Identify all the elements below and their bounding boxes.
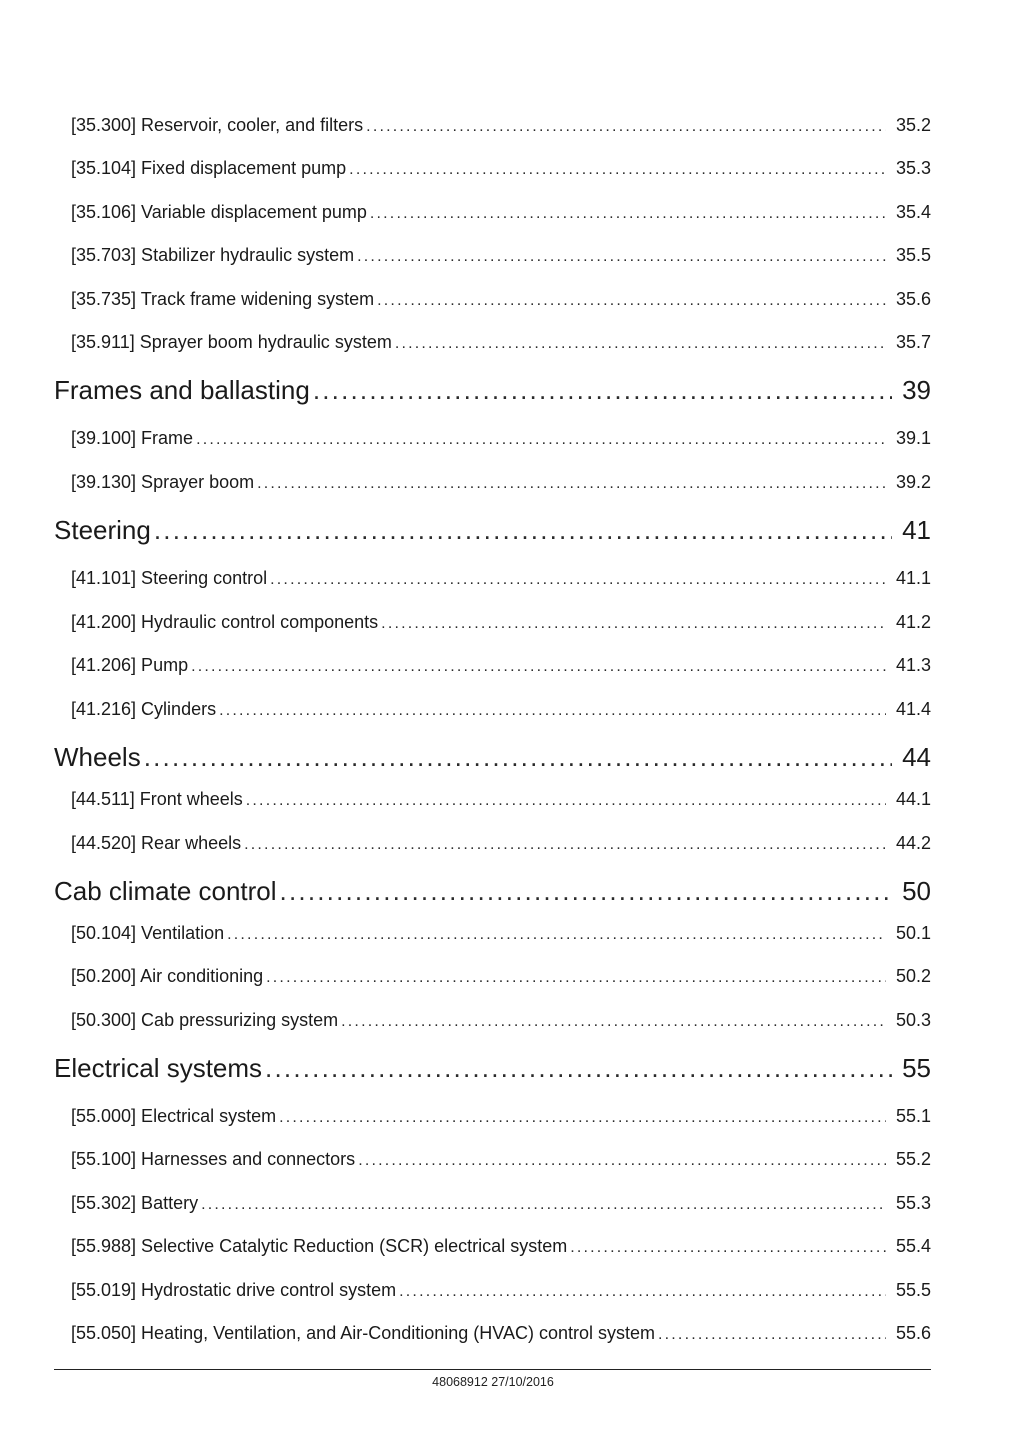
toc-entry-label: [55.988] Selective Catalytic Reduction (SCR) electrical system bbox=[71, 1236, 568, 1256]
toc-entry-page: 55.4 bbox=[895, 1236, 931, 1256]
toc-section-wheels[interactable] bbox=[54, 741, 931, 773]
dot-leader bbox=[196, 429, 886, 451]
toc-entry-label: [50.200] Air conditioning bbox=[71, 966, 264, 986]
toc-entry-label: [35.300] Reservoir, cooler, and filters bbox=[71, 115, 364, 135]
toc-entry-page: 39.2 bbox=[895, 472, 931, 492]
toc-entry-35-104[interactable] bbox=[71, 157, 931, 181]
toc-entry-55-019[interactable] bbox=[71, 1279, 931, 1303]
toc-entry-label: [55.302] Battery bbox=[71, 1193, 199, 1213]
toc-entry-label: [50.104] Ventilation bbox=[71, 923, 225, 943]
dot-leader bbox=[313, 374, 892, 406]
dot-leader bbox=[201, 1194, 886, 1216]
footer-document-id: 48068912 27/10/2016 bbox=[432, 1375, 554, 1389]
toc-section-cab-climate-control[interactable] bbox=[54, 875, 931, 907]
toc-entry-35-703[interactable] bbox=[71, 244, 931, 268]
dot-leader bbox=[358, 1150, 886, 1172]
toc-entry-page: 35.7 bbox=[895, 332, 931, 352]
toc-entry-label: [41.200] Hydraulic control components bbox=[71, 612, 379, 632]
toc-entry-label: [35.104] Fixed displacement pump bbox=[71, 158, 347, 178]
toc-section-page: 50 bbox=[902, 876, 931, 906]
toc-section-frames-and-ballasting[interactable] bbox=[54, 374, 931, 406]
toc-entry-41-200[interactable] bbox=[71, 611, 931, 635]
toc-entry-page: 41.2 bbox=[895, 612, 931, 632]
toc-entry-label: [41.216] Cylinders bbox=[71, 699, 217, 719]
toc-entry-label: [35.735] Track frame widening system bbox=[71, 289, 375, 309]
toc-entry-page: 50.3 bbox=[895, 1010, 931, 1030]
toc-section-label: Wheels bbox=[54, 742, 141, 772]
dot-leader bbox=[357, 246, 886, 268]
toc-entry-35-911[interactable] bbox=[71, 331, 931, 355]
toc-entry-35-106[interactable] bbox=[71, 201, 931, 225]
toc-entry-page: 41.3 bbox=[895, 655, 931, 675]
toc-entry-page: 44.2 bbox=[895, 833, 931, 853]
toc-entry-label: [35.703] Stabilizer hydraulic system bbox=[71, 245, 355, 265]
dot-leader bbox=[265, 1052, 892, 1084]
toc-entry-50-104[interactable] bbox=[71, 922, 931, 946]
toc-entry-page: 50.1 bbox=[895, 923, 931, 943]
toc-entry-label: [39.130] Sprayer boom bbox=[71, 472, 255, 492]
toc-entry-page: 41.4 bbox=[895, 699, 931, 719]
dot-leader bbox=[370, 203, 886, 225]
toc-section-label: Steering bbox=[54, 515, 151, 545]
dot-leader bbox=[144, 741, 892, 773]
toc-entry-page: 35.5 bbox=[895, 245, 931, 265]
dot-leader bbox=[658, 1324, 886, 1346]
dot-leader bbox=[266, 967, 886, 989]
toc-entry-page: 44.1 bbox=[895, 789, 931, 809]
toc-entry-label: [41.206] Pump bbox=[71, 655, 189, 675]
toc-entry-label: [50.300] Cab pressurizing system bbox=[71, 1010, 339, 1030]
toc-section-electrical-systems[interactable] bbox=[54, 1052, 931, 1084]
dot-leader bbox=[246, 790, 886, 812]
toc-entry-44-520[interactable] bbox=[71, 832, 931, 856]
toc-entry-35-300[interactable] bbox=[71, 114, 931, 138]
dot-leader bbox=[244, 834, 886, 856]
toc-entry-page: 35.4 bbox=[895, 202, 931, 222]
toc-entry-55-302[interactable] bbox=[71, 1192, 931, 1216]
toc-section-steering[interactable] bbox=[54, 514, 931, 546]
toc-section-page: 39 bbox=[902, 375, 931, 405]
dot-leader bbox=[280, 875, 893, 907]
toc-entry-41-216[interactable] bbox=[71, 698, 931, 722]
dot-leader bbox=[399, 1281, 886, 1303]
toc-entry-page: 55.6 bbox=[895, 1323, 931, 1343]
toc-entry-50-300[interactable] bbox=[71, 1009, 931, 1033]
toc-section-label: Frames and ballasting bbox=[54, 375, 310, 405]
toc-entry-39-100[interactable] bbox=[71, 427, 931, 451]
toc-entry-label: [55.050] Heating, Ventilation, and Air-Conditioning (HVAC) control system bbox=[71, 1323, 655, 1343]
dot-leader bbox=[279, 1107, 886, 1129]
toc-entry-55-100[interactable] bbox=[71, 1148, 931, 1172]
toc-entry-page: 55.1 bbox=[895, 1106, 931, 1126]
toc-entry-label: [55.019] Hydrostatic drive control system bbox=[71, 1280, 397, 1300]
toc-entry-41-101[interactable] bbox=[71, 567, 931, 591]
toc-entry-page: 55.2 bbox=[895, 1149, 931, 1169]
toc-entry-55-000[interactable] bbox=[71, 1105, 931, 1129]
dot-leader bbox=[395, 333, 886, 355]
toc-entry-label: [44.511] Front wheels bbox=[71, 789, 243, 809]
dot-leader bbox=[381, 613, 886, 635]
toc-entry-page: 50.2 bbox=[895, 966, 931, 986]
toc-entry-44-511[interactable] bbox=[71, 788, 931, 812]
toc-entry-page: 35.6 bbox=[895, 289, 931, 309]
dot-leader bbox=[257, 473, 886, 495]
toc-entry-page: 35.3 bbox=[895, 158, 931, 178]
toc-entry-page: 39.1 bbox=[895, 428, 931, 448]
toc-entry-39-130[interactable] bbox=[71, 471, 931, 495]
toc-entry-label: [44.520] Rear wheels bbox=[71, 833, 242, 853]
toc-section-label: Electrical systems bbox=[54, 1053, 263, 1083]
toc-entry-41-206[interactable] bbox=[71, 654, 931, 678]
toc-entry-label: [35.106] Variable displacement pump bbox=[71, 202, 367, 222]
toc-entry-label: [41.101] Steering control bbox=[71, 568, 268, 588]
toc-entry-55-988[interactable] bbox=[71, 1235, 931, 1259]
dot-leader bbox=[570, 1237, 886, 1259]
toc-section-page: 55 bbox=[902, 1053, 931, 1083]
dot-leader bbox=[219, 700, 886, 722]
dot-leader bbox=[270, 569, 886, 591]
dot-leader bbox=[341, 1011, 886, 1033]
toc-entry-page: 55.5 bbox=[895, 1280, 931, 1300]
toc-entry-label: [39.100] Frame bbox=[71, 428, 194, 448]
toc-entry-page: 55.3 bbox=[895, 1193, 931, 1213]
dot-leader bbox=[227, 924, 886, 946]
toc-entry-label: [35.911] Sprayer boom hydraulic system bbox=[71, 332, 392, 352]
toc-entry-55-050[interactable] bbox=[71, 1322, 931, 1346]
dot-leader bbox=[366, 116, 886, 138]
toc-section-page: 44 bbox=[902, 742, 931, 772]
toc-entry-page: 41.1 bbox=[895, 568, 931, 588]
dot-leader bbox=[349, 159, 886, 181]
toc-entry-label: [55.100] Harnesses and connectors bbox=[71, 1149, 356, 1169]
toc-entry-label: [55.000] Electrical system bbox=[71, 1106, 277, 1126]
toc-entry-35-735[interactable] bbox=[71, 288, 931, 312]
toc-section-page: 41 bbox=[902, 515, 931, 545]
dot-leader bbox=[154, 514, 892, 546]
toc-entry-50-200[interactable] bbox=[71, 965, 931, 989]
dot-leader bbox=[191, 656, 886, 678]
footer-divider bbox=[54, 1369, 931, 1370]
toc-entry-page: 35.2 bbox=[895, 115, 931, 135]
toc-section-label: Cab climate control bbox=[54, 876, 277, 906]
dot-leader bbox=[377, 290, 886, 312]
